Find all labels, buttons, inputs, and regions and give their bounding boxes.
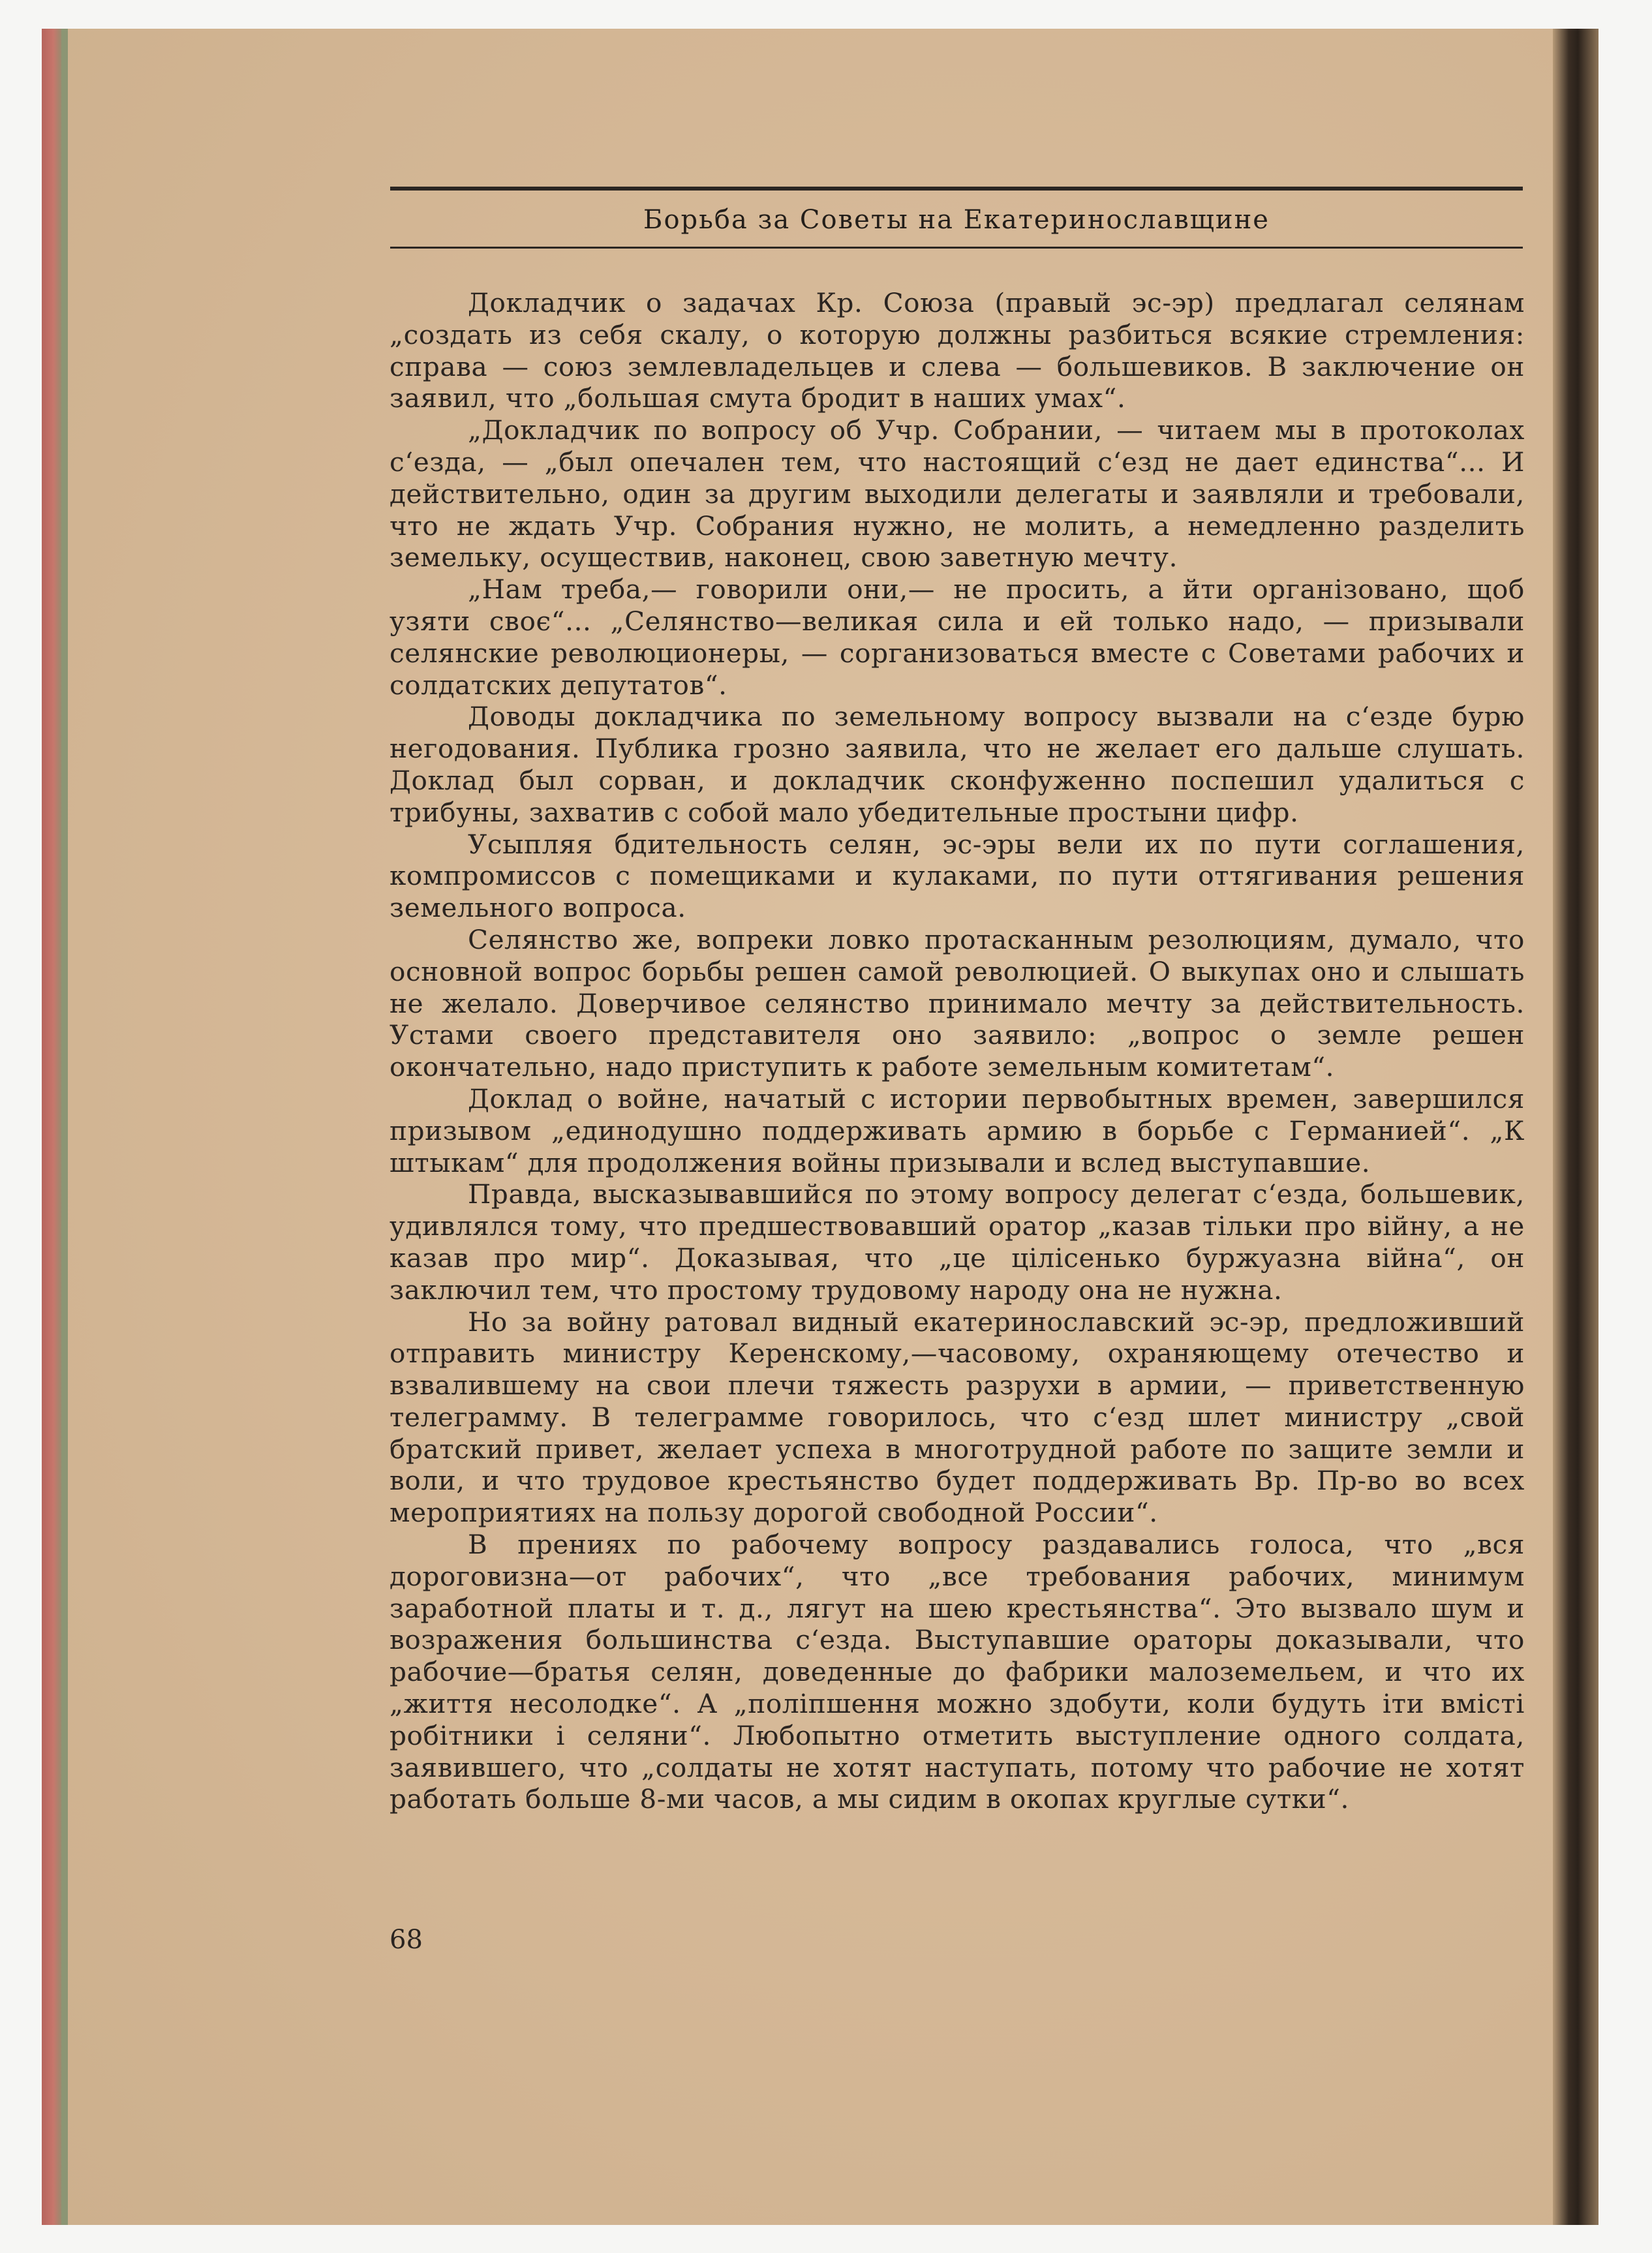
- body-text: [390, 287, 1525, 1815]
- paragraph: В прениях по рабочему вопросу раздавались голоса, что „вся дороговизна—от рабочих“, что „все требования рабочих, минимум заработной платы и т. д., лягут на шею крестьянства“. Это вызвало шум и возражения большинства сʻезда. Выступавшие ораторы доказывали, что рабочие—братья селян, доведенные до фабрики малоземельем, и что их „життя несолодке“. А „поліпшення можно здобути, коли будуть іти вмісті робітники і селяни“. Любопытно отметить выступление одного солдата, заявившего, что „солдаты не хотят наступать, потому что рабочие не хотят работать больше 8-ми часов, а мы сидим в окопах круглые сутки“.: [390, 1529, 1525, 1815]
- paragraph: Селянство же, вопреки ловко протасканным резолюциям, думало, что основной вопрос борьбы решен самой революцией. О выкупах оно и слышать не желало. Доверчивое селянство принимало мечту за действительность. Устами своего представителя оно заявило: „вопрос о земле решен окончательно, надо приступить к работе земельным комитетам“.: [390, 923, 1525, 1083]
- page-number: 68: [390, 1925, 423, 1955]
- book-edge-red: [42, 29, 61, 2225]
- header-rule-bottom: [390, 247, 1523, 249]
- running-title: Борьба за Советы на Екатеринославщине: [643, 205, 1270, 235]
- paragraph: Но за войну ратовал видный екатеринославский эс-эр, предложивший отправить министру Керенскому,—часовому, охраняющему отечество и взвалившему на свои плечи тяжесть разрухи в армии, — приветственную телеграмму. В телеграмме говорилось, что сʻезд шлет министру „свой братский привет, желает успеха в многотрудной работе по защите земли и воли, и что трудовое крестьянство будет поддерживать Вр. Пр-во во всех мероприятиях на пользу дорогой свободной России“.: [390, 1306, 1525, 1529]
- paragraph: Доводы докладчика по земельному вопросу вызвали на сʻезде бурю негодования. Публика грозно заявила, что не желает его дальше слушать. Доклад был сорван, и докладчик сконфуженно поспешил удалиться с трибуны, захватив с собой мало убедительные простыни цифр.: [390, 701, 1525, 828]
- paragraph: Докладчик о задачах Кр. Союза (правый эс-эр) предлагал селянам „создать из себя скалу, о которую должны разбиться всякие стремления: справа — союз землевладельцев и слева — большевиков. В заключение он заявил, что „большая смута бродит в наших умах“.: [390, 287, 1525, 414]
- book-gutter-shadow: [1553, 29, 1598, 2225]
- paragraph: Доклад о войне, начатый с истории первобытных времен, завершился призывом „единодушно поддерживать армию в борьбе с Германией“. „К штыкам“ для продолжения войны призывали и вслед выступавшие.: [390, 1082, 1525, 1178]
- paragraph: „Нам треба,— говорили они,— не просить, а йти організовано, щоб узяти своє“... „Селянство—великая сила и ей только надо, — призывали селянские революционеры, — сорганизоваться вместе с Советами рабочих и солдатских депутатов“.: [390, 574, 1525, 701]
- paragraph: Правда, высказывавшийся по этому вопросу делегат сʻезда, большевик, удивлялся тому, что предшествовавший оратор „казав тільки про війну, а не казав про мир“. Доказывая, что „це цілісенько буржуазна війна“, он заключил тем, что простому трудовому народу она не нужна.: [390, 1178, 1525, 1306]
- running-header: [390, 187, 1523, 249]
- book-edge-green: [61, 29, 68, 2225]
- paragraph: „Докладчик по вопросу об Учр. Собрании, — читаем мы в протоколах сʻезда, — „был опечален тем, что настоящий сʻезд не дает единства“... И действительно, один за другим выходили делегаты и заявляли и требовали, что не ждать Учр. Собрания нужно, не молить, а немедленно разделить земельку, осуществив, наконец, свою заветную мечту.: [390, 414, 1525, 574]
- paragraph: Усыпляя бдительность селян, эс-эры вели их по пути соглашения, компромиссов с помещиками и кулаками, по пути оттягивания решения земельного вопроса.: [390, 828, 1525, 924]
